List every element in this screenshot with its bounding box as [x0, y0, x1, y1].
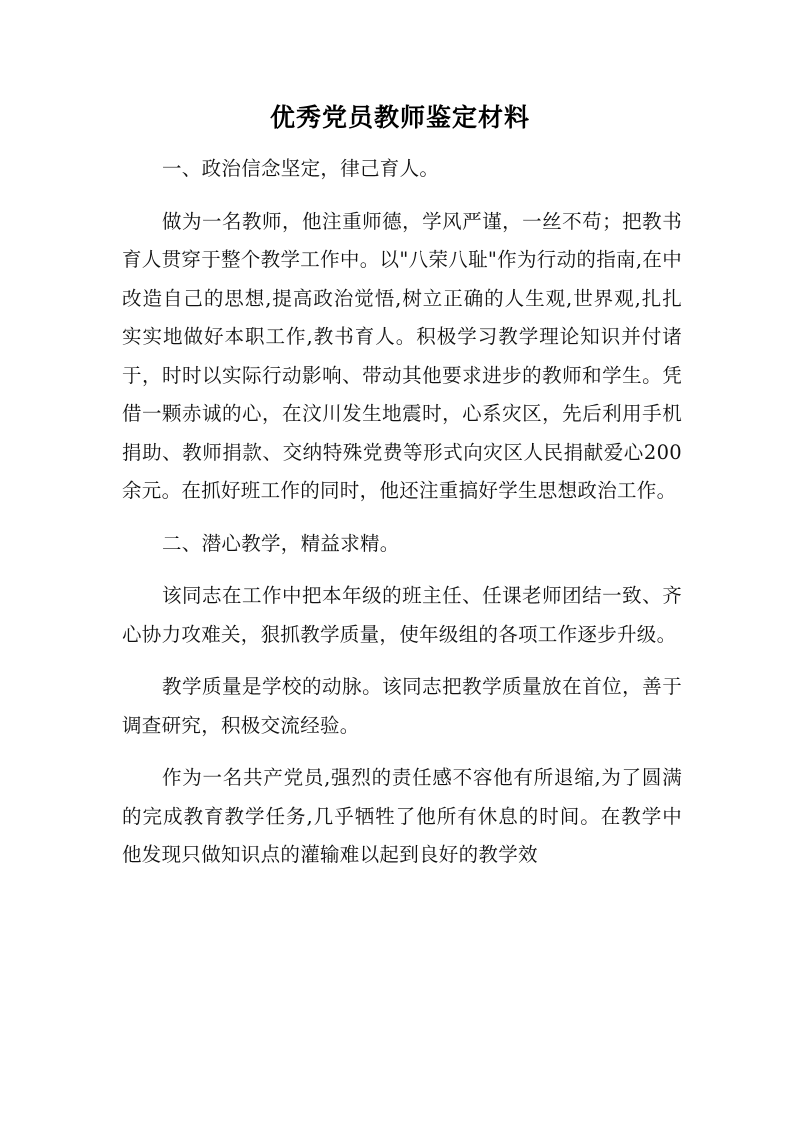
document-body	[122, 150, 682, 889]
document-title: 优秀党员教师鉴定材料	[269, 103, 530, 132]
paragraph-2: 该同志在工作中把本年级的班主任、任课老师团结一致、齐心协力攻难关，狠抓教学质量，使年级组的各项工作逐步升级。	[122, 584, 682, 646]
paragraph-3: 教学质量是学校的动脉。该同志把教学质量放在首位，善于调查研究，积极交流经验。	[122, 675, 682, 737]
paragraph-4: 作为一名共产党员,强烈的责任感不容他有所退缩,为了圆满的完成教育教学任务,几乎牺牲了他所有休息的时间。在教学中他发现只做知识点的灌输难以起到良好的教学效	[122, 766, 682, 866]
paragraph-1: 做为一名教师，他注重师德，学风严谨，一丝不苟；把教书育人贯穿于整个教学工作中。以"八荣八耻"作为行动的指南,在中改造自己的思想,提高政治觉悟,树立正确的人生观,世界观,扎扎实实地做好本职工作,教书育人。积极学习教学理论知识并付诸于，时时以实际行动影响、带动其他要求进步的教师和学生。凭借一颗赤诚的心，在汶川发生地震时，心系灾区，先后利用手机捐助、教师捐款、交纳特殊党费等形式向灾区人民捐献爱心200余元。在抓好班工作的同时，他还注重搞好学生思想政治工作。	[122, 209, 682, 502]
section-heading-1: 一、政治信念坚定，律己育人。	[162, 157, 440, 180]
section-heading-2: 二、潜心教学，精益求精。	[162, 531, 400, 555]
